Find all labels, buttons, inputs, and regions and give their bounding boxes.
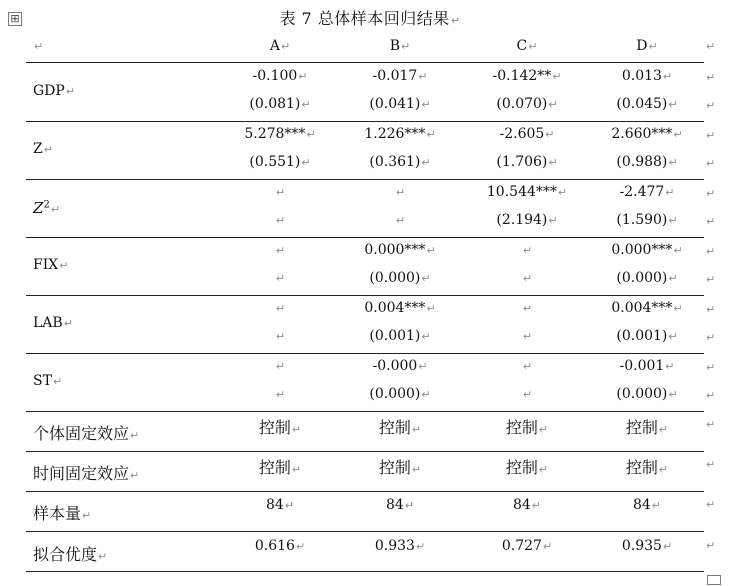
paragraph-mark: ↵ [306,128,316,141]
row-end-mark: ↵ [706,215,716,228]
row-label-text: FIX [33,257,59,273]
se-cell-text: (0.081) [249,96,301,112]
coef-cell [275,184,285,200]
paragraph-mark: ↵ [421,330,431,343]
se-cell-text: (0.070) [496,96,548,112]
row-label-text: 个体固定效应 [33,424,130,443]
paragraph-mark: ↵ [52,375,63,388]
row-label [33,542,107,565]
table-title [0,6,740,29]
paragraph-mark: ↵ [662,540,673,553]
coef-cell-text: 1.226*** [364,126,426,142]
column-header-text: B [389,38,401,54]
row-end-mark: ↵ [706,273,716,286]
table-rule [26,571,704,572]
se-cell-text: (0.000) [369,386,421,402]
paragraph-mark: ↵ [418,360,428,373]
value-cell [506,455,548,478]
se-cell-text: (0.000) [616,270,668,286]
coef-cell [275,300,285,316]
paragraph-mark: ↵ [301,156,311,169]
se-cell [616,386,677,402]
value-cell [259,455,301,478]
coef-cell-text: 2.660*** [611,126,673,142]
se-cell-text: (2.194) [496,212,548,228]
value-cell-text: 控制 [258,458,291,477]
column-header-text: C [516,38,528,54]
paragraph-mark: ↵ [426,302,436,315]
value-cell-text: 0.933 [374,538,415,554]
paragraph-mark: ↵ [673,302,683,315]
row-end-mark: ↵ [706,245,716,258]
coef-cell-text: 5.278*** [244,126,306,142]
column-header [390,38,411,54]
row-label-text: 拟合优度 [33,545,98,564]
value-cell-text: 0.616 [254,538,295,554]
coef-cell [372,68,427,84]
row-label-text: Z [33,141,43,157]
row-end-mark: ↵ [706,389,716,402]
se-cell [275,386,285,402]
paragraph-mark: ↵ [665,186,675,199]
value-cell [502,538,552,554]
se-cell-text: (0.361) [369,154,421,170]
paragraph-mark: ↵ [275,330,286,343]
paragraph-mark: ↵ [401,40,411,53]
table-rule [26,62,704,63]
paragraph-mark: ↵ [668,330,678,343]
value-cell [266,497,294,513]
paragraph-mark: ↵ [130,469,140,482]
coef-cell-text: -0.100 [252,68,298,84]
coef-cell-text: -2.477 [619,184,665,200]
paragraph-mark: ↵ [130,429,140,442]
row-label [33,461,139,484]
table-title-text: 表 7 总体样本回归结果 [279,9,450,28]
row-end-mark: ↵ [706,331,716,344]
se-cell-text: (0.001) [616,328,668,344]
value-cell [386,497,414,513]
coef-cell [611,300,682,316]
value-cell [513,497,541,513]
coef-cell [364,300,435,316]
paragraph-mark: ↵ [548,98,558,111]
coef-cell [244,126,315,142]
se-cell [369,154,430,170]
paragraph-mark: ↵ [673,128,683,141]
row-end-mark: ↵ [706,303,716,316]
paragraph-mark: ↵ [298,70,308,83]
paragraph-mark: ↵ [418,70,428,83]
se-cell-text: (0.000) [616,386,668,402]
value-cell-text: 控制 [625,418,658,437]
paragraph-mark: ↵ [542,540,553,553]
column-header-text: D [636,38,648,54]
coef-cell-text: 0.000*** [364,242,426,258]
row-end-mark: ↵ [706,99,716,112]
paragraph-mark: ↵ [662,70,673,83]
row-label-text: ST [33,373,52,389]
coef-cell [364,242,435,258]
paragraph-mark: ↵ [275,186,286,199]
table-rule [26,451,704,452]
row-end-mark: ↵ [706,498,716,511]
paragraph-mark: ↵ [404,499,415,512]
paragraph-mark: ↵ [415,540,426,553]
paragraph-mark: ↵ [668,98,678,111]
se-cell [369,386,430,402]
se-cell [616,154,677,170]
coef-cell [619,184,674,200]
row-label [33,373,62,389]
value-cell [626,455,668,478]
row-label [33,83,75,99]
paragraph-mark: ↵ [522,388,533,401]
paragraph-mark: ↵ [43,143,53,156]
se-cell-text: (0.041) [369,96,421,112]
coef-cell [611,242,682,258]
se-cell-text: (1.590) [616,212,668,228]
coef-cell [372,358,427,374]
coef-cell [522,358,532,374]
value-cell-text: 84 [632,497,651,513]
paragraph-mark: ↵ [658,463,669,476]
coef-cell [619,358,674,374]
value-cell [622,538,672,554]
column-header [270,38,290,54]
table-rule [26,179,704,180]
value-cell-text: 控制 [378,458,411,477]
value-cell [506,415,548,438]
table-rule [26,121,704,122]
value-cell [379,455,421,478]
value-cell-text: 控制 [625,458,658,477]
move-icon: ⊞ [10,12,20,25]
paragraph-mark: ↵ [548,156,558,169]
paragraph-mark: ↵ [651,499,662,512]
paragraph-mark: ↵ [522,360,533,373]
coef-cell [492,68,561,84]
paragraph-mark: ↵ [545,128,555,141]
se-cell [275,328,285,344]
se-cell-text: (0.551) [249,154,301,170]
se-cell-text: (0.988) [616,154,668,170]
paragraph-mark: ↵ [538,423,549,436]
value-cell [375,538,425,554]
paragraph-mark: ↵ [538,463,549,476]
table-rule [26,295,704,296]
se-cell [275,270,285,286]
coef-cell-text: -0.001 [619,358,665,374]
se-cell [395,212,405,228]
coef-cell [252,68,307,84]
coef-cell [395,184,405,200]
row-end-mark: ↵ [706,458,716,471]
value-cell-text: 0.935 [621,538,662,554]
se-cell [616,212,677,228]
paragraph-mark: ↵ [98,550,108,563]
value-cell-text: 控制 [505,458,538,477]
paragraph-mark: ↵ [50,203,61,216]
se-cell-text: (0.000) [369,270,421,286]
paragraph-mark: ↵ [34,40,44,53]
se-cell [249,96,310,112]
row-label-text: 样本量 [33,504,82,523]
se-cell [496,96,557,112]
paragraph-mark: ↵ [65,85,76,98]
se-cell [369,328,430,344]
row-end-mark: ↵ [706,539,716,552]
row-end-mark: ↵ [706,418,716,431]
column-header [517,38,538,54]
se-cell [522,270,532,286]
value-cell [259,415,301,438]
paragraph-mark: ↵ [421,98,431,111]
superscript: 2 [43,199,50,211]
coef-cell [611,126,682,142]
paragraph-mark: ↵ [63,317,73,330]
paragraph-mark: ↵ [426,244,436,257]
paragraph-mark: ↵ [275,214,286,227]
se-cell [616,270,677,286]
paragraph-mark: ↵ [450,14,461,27]
se-cell [496,154,557,170]
value-cell [255,538,305,554]
table-resize-handle[interactable] [707,575,721,585]
coef-cell-text: 0.000*** [611,242,673,258]
row-label [33,421,139,444]
value-cell-text: 控制 [258,418,291,437]
paragraph-mark: ↵ [59,259,69,272]
table-rule [26,353,704,354]
paragraph-mark: ↵ [668,388,678,401]
paragraph-mark: ↵ [648,40,658,53]
paragraph-mark: ↵ [426,128,436,141]
coef-cell [522,242,532,258]
se-cell [616,328,677,344]
paragraph-mark: ↵ [528,40,538,53]
se-cell-text: (0.045) [616,96,668,112]
se-cell [496,212,557,228]
paragraph-mark: ↵ [522,244,533,257]
row-label [33,141,53,157]
paragraph-mark: ↵ [522,302,533,315]
row-end-mark: ↵ [706,157,716,170]
paragraph-mark: ↵ [548,214,558,227]
coef-cell-text: 0.004*** [364,300,426,316]
value-cell [379,415,421,438]
coef-cell-text: 10.544*** [486,184,557,200]
paragraph-mark: ↵ [284,499,295,512]
coef-cell-text: 0.004*** [611,300,673,316]
paragraph-mark: ↵ [301,98,311,111]
se-cell-text: (1.706) [496,154,548,170]
paragraph-mark: ↵ [411,423,422,436]
row-label [33,257,68,273]
coef-cell [522,300,532,316]
paragraph-mark: ↵ [395,214,406,227]
value-cell-text: 84 [385,497,404,513]
value-cell-text: 84 [512,497,531,513]
value-cell-text: 0.727 [501,538,542,554]
coef-cell-text: -0.017 [372,68,418,84]
se-cell [369,96,430,112]
coef-cell [487,184,567,200]
paragraph-mark: ↵ [291,463,302,476]
value-cell-text: 84 [265,497,284,513]
row-label-text: LAB [33,315,63,331]
value-cell [633,497,661,513]
paragraph-mark: ↵ [280,40,291,53]
paragraph-mark: ↵ [421,156,431,169]
paragraph-mark: ↵ [275,302,286,315]
table-rule [26,411,704,412]
paragraph-mark: ↵ [522,330,533,343]
se-cell-text: (0.001) [369,328,421,344]
paragraph-mark: ↵ [421,388,431,401]
row-end-mark: ↵ [706,187,716,200]
paragraph-mark: ↵ [658,423,669,436]
table-rule [26,237,704,238]
paragraph-mark: ↵ [275,388,286,401]
row-end-mark: ↵ [706,361,716,374]
coef-cell [275,242,285,258]
coef-cell [499,126,554,142]
paragraph-mark: ↵ [421,272,431,285]
coef-cell-text: -2.605 [499,126,545,142]
coef-cell [622,68,672,84]
paragraph-mark: ↵ [82,509,92,522]
paragraph-mark: ↵ [552,70,562,83]
column-header [636,38,657,54]
value-cell-text: 控制 [378,418,411,437]
paragraph-mark: ↵ [295,540,306,553]
row-end-mark: ↵ [706,129,716,142]
row-label-text: 时间固定效应 [33,464,130,483]
paragraph-mark: ↵ [668,272,678,285]
coef-cell [275,358,285,374]
paragraph-mark: ↵ [668,156,678,169]
coef-cell [364,126,435,142]
header-empty-cell [33,38,43,54]
se-cell [249,154,310,170]
paragraph-mark: ↵ [531,499,542,512]
paragraph-mark: ↵ [411,463,422,476]
row-end-mark: ↵ [706,71,716,84]
table-rule [26,491,704,492]
coef-cell-text: -0.142** [492,68,552,84]
paragraph-mark: ↵ [668,214,678,227]
se-cell [522,386,532,402]
paragraph-mark: ↵ [557,186,568,199]
paragraph-mark: ↵ [673,244,683,257]
paragraph-mark: ↵ [291,423,302,436]
paragraph-mark: ↵ [522,272,533,285]
row-label [33,199,60,217]
paragraph-mark: ↵ [275,244,286,257]
se-cell [275,212,285,228]
se-cell [522,328,532,344]
paragraph-mark: ↵ [665,360,675,373]
column-header-text: A [269,38,280,54]
paragraph-mark: ↵ [275,272,286,285]
row-label-text: Z [33,199,44,217]
row-label [33,315,73,331]
paragraph-mark: ↵ [275,360,286,373]
se-cell [616,96,677,112]
se-cell [369,270,430,286]
paragraph-mark: ↵ [395,186,406,199]
row-label-text: GDP [33,83,65,99]
value-cell-text: 控制 [505,418,538,437]
coef-cell-text: 0.013 [621,68,662,84]
row-end-mark: ↵ [706,40,716,53]
row-label [33,501,91,524]
table-rule [26,531,704,532]
value-cell [626,415,668,438]
coef-cell-text: -0.000 [372,358,418,374]
